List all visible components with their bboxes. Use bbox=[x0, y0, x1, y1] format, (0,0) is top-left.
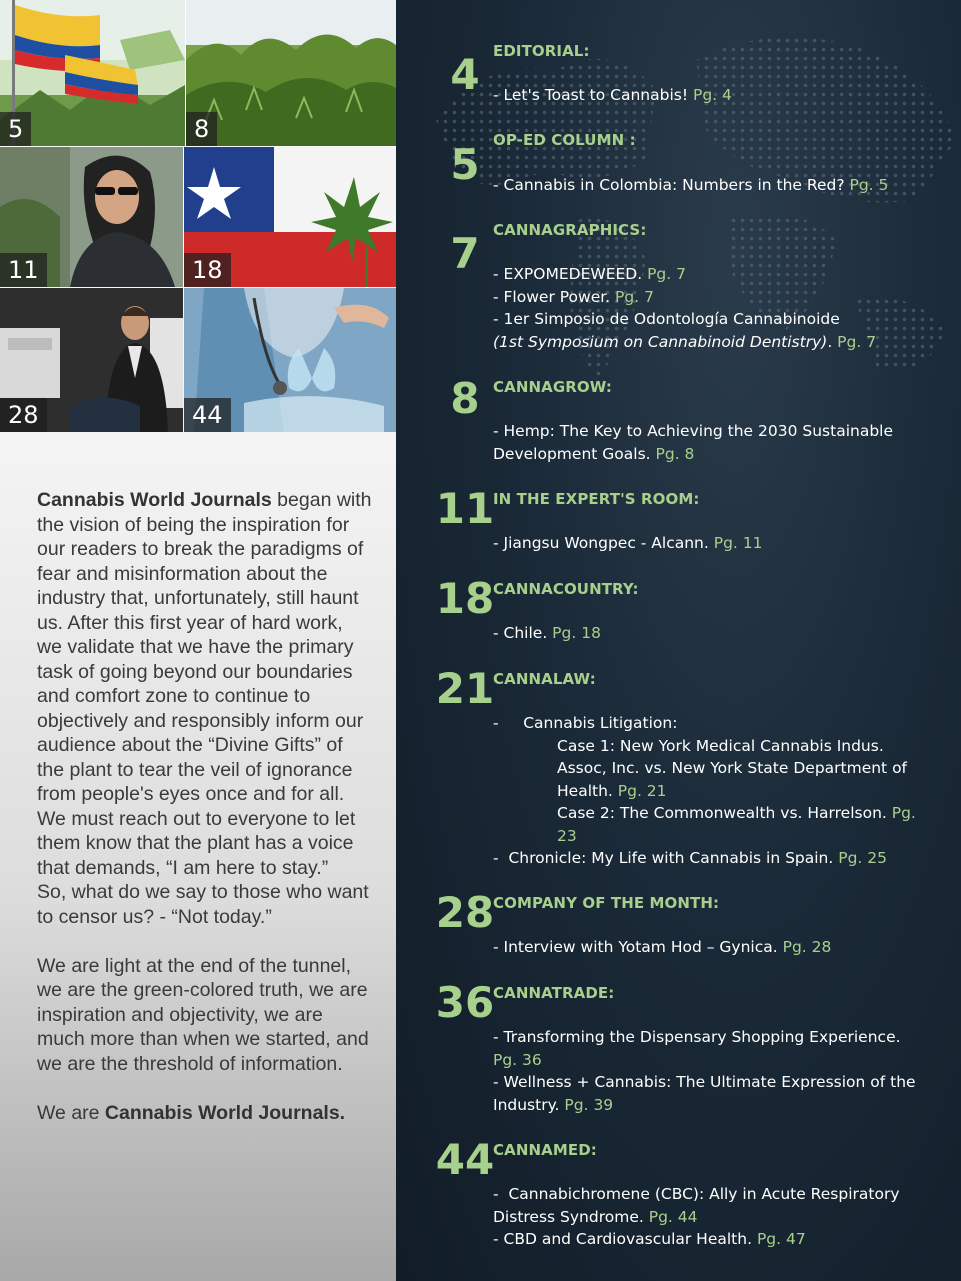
toc-entry-title: - Transforming the Dispensary Shopping Experience. bbox=[493, 1028, 901, 1046]
toc-heading: CANNACOUNTRY: bbox=[493, 580, 639, 598]
toc-entry[interactable] bbox=[493, 712, 923, 735]
toc-entry-page: Pg. 25 bbox=[838, 849, 887, 867]
toc-entry[interactable] bbox=[493, 936, 923, 959]
toc-heading: CANNATRADE: bbox=[493, 984, 615, 1002]
toc-entry-page: Pg. 7 bbox=[615, 287, 654, 306]
intro-closing-brand: Cannabis World Journals. bbox=[104, 1101, 346, 1124]
toc-entry-page: Pg. 11 bbox=[713, 534, 763, 552]
hemp-field-image bbox=[186, 0, 396, 146]
toc-entry[interactable] bbox=[493, 847, 923, 870]
toc-page-number: 8 bbox=[450, 374, 480, 423]
toc-entry-title: - Interview with Yotam Hod – Gynica. bbox=[493, 938, 783, 956]
toc-entry[interactable] bbox=[493, 286, 923, 309]
intro-closing-pre: We are bbox=[37, 1101, 105, 1124]
toc-entry[interactable] bbox=[493, 622, 923, 645]
toc-entry-page: Pg. 23 bbox=[557, 804, 916, 845]
toc-entries bbox=[493, 532, 923, 555]
toc-entry-title: - Let's Toast to Cannabis! bbox=[493, 86, 693, 104]
toc-entries bbox=[493, 84, 923, 107]
photo-grid bbox=[0, 0, 396, 432]
toc-entry-title: - Wellness + Cannabis: The Ultimate Expression of the Industry. bbox=[493, 1073, 916, 1114]
toc-entry-title: - CBD and Cardiovascular Health. bbox=[493, 1230, 757, 1248]
toc-entry[interactable] bbox=[493, 174, 923, 197]
toc-heading: COMPANY OF THE MONTH: bbox=[493, 894, 720, 912]
toc-heading: CANNAGRAPHICS: bbox=[493, 221, 647, 239]
table-of-contents-panel bbox=[396, 0, 961, 1281]
toc-entries bbox=[493, 263, 923, 353]
toc-heading: IN THE EXPERT'S ROOM: bbox=[493, 490, 700, 508]
photo-page-number: 5 bbox=[0, 112, 31, 146]
toc-entry-title: - Flower Power. bbox=[493, 287, 616, 306]
photo-page-number: 44 bbox=[184, 398, 231, 432]
toc-entry[interactable] bbox=[493, 263, 923, 286]
toc-entry-title: Case 1: New York Medical Cannabis Indus. Assoc, Inc. vs. New York State Department of Health. bbox=[557, 736, 908, 800]
intro-paragraph-3: We are light at the end of the tunnel, we are the green-colored truth, we are inspiration and objectivity, we are much more than when we started, and we are the threshold of information. bbox=[37, 954, 369, 1075]
toc-entry-translation: (1st Symposium on Cannabinoid Dentistry) bbox=[493, 332, 828, 351]
toc-entry-title: - 1er Simposio de Odontología Cannabinoide bbox=[493, 310, 840, 328]
toc-heading: CANNAGROW: bbox=[493, 378, 613, 396]
toc-entry-page: Pg. 7 bbox=[647, 265, 686, 283]
brand-name-bold: Cannabis World Journals bbox=[37, 489, 272, 511]
toc-page-number: 11 bbox=[435, 484, 495, 533]
photo-expert-portrait[interactable] bbox=[0, 147, 183, 287]
toc-entry-title: - Cannabis Litigation: bbox=[493, 714, 678, 732]
photo-page-number: 11 bbox=[0, 253, 47, 287]
toc-subentry[interactable] bbox=[493, 735, 923, 803]
toc-entries bbox=[493, 174, 923, 197]
toc-page-number: 28 bbox=[435, 888, 495, 937]
toc-entry[interactable] bbox=[493, 532, 923, 555]
intro-text bbox=[37, 488, 372, 1125]
toc-entry-separator: . bbox=[827, 332, 838, 351]
toc-entry[interactable] bbox=[493, 1026, 923, 1071]
toc-entry-title: - Cannabichromene (CBC): Ally in Acute Respiratory Distress Syndrome. bbox=[493, 1185, 905, 1226]
toc-entry-continued[interactable] bbox=[493, 331, 923, 354]
photo-colombia-flag[interactable] bbox=[0, 0, 185, 146]
toc-entry[interactable] bbox=[493, 308, 923, 331]
toc-entry-title: - Hemp: The Key to Achieving the 2030 Sustainable Development Goals. bbox=[493, 422, 894, 463]
toc-entry-title: - Jiangsu Wongpec - Alcann. bbox=[493, 534, 714, 552]
toc-entry-page: Pg. 18 bbox=[552, 624, 601, 642]
toc-heading: EDITORIAL: bbox=[493, 42, 590, 60]
toc-entries bbox=[493, 712, 923, 870]
toc-entry-page: Pg. 4 bbox=[692, 86, 732, 104]
toc-entries bbox=[493, 420, 923, 465]
toc-entries bbox=[493, 1026, 923, 1116]
intro-paragraph-2: So, what do we say to those who want to censor us? - “Not today.” bbox=[37, 881, 369, 928]
toc-entry-page: Pg. 7 bbox=[837, 332, 877, 351]
toc-entry[interactable] bbox=[493, 1228, 923, 1251]
toc-entry[interactable] bbox=[493, 84, 923, 107]
toc-entry-title: Case 2: The Commonwealth vs. Harrelson. bbox=[557, 804, 892, 822]
toc-page-number: 4 bbox=[450, 50, 480, 99]
photo-chile-flag[interactable] bbox=[184, 147, 396, 287]
toc-entry-page: Pg. 8 bbox=[655, 444, 695, 463]
photo-page-number: 8 bbox=[186, 112, 217, 146]
toc-subentry[interactable] bbox=[493, 802, 923, 847]
toc-entry-page: Pg. 36 bbox=[493, 1050, 542, 1069]
toc-entry-page: Pg. 39 bbox=[564, 1095, 614, 1114]
toc-entry-page: Pg. 47 bbox=[756, 1230, 806, 1248]
toc-page-number: 36 bbox=[435, 978, 495, 1027]
toc-entry-title: - EXPOMEDEWEED. bbox=[493, 265, 648, 283]
toc-entry[interactable] bbox=[493, 420, 923, 465]
photo-hemp-field[interactable] bbox=[186, 0, 396, 146]
toc-page-number: 18 bbox=[435, 574, 495, 623]
toc-heading: OP-ED COLUMN : bbox=[493, 131, 636, 149]
intro-paragraph-1-text: began with the vision of being the inspiration for our readers to break the paradigms of fear and misinformation about the industry that, unfortunately, still haunt us. After this first year of hard work, we validate that we have the primary task of going beyond our boundaries and comfort zone to continue to objectively and responsibly inform our audience about the “Divine Gifts” of the plant to tear the veil of ignorance from people's eyes once and for all. We must reach out to everyone to let them know that the plant has a voice that demands, “I am here to stay.” bbox=[37, 489, 372, 879]
toc-page-number: 44 bbox=[435, 1135, 495, 1184]
intro-paragraph-1 bbox=[37, 488, 372, 880]
photo-company-portrait[interactable] bbox=[0, 288, 183, 432]
toc-entry-title: - Chile. bbox=[493, 624, 553, 642]
toc-entry-page: Pg. 44 bbox=[648, 1207, 698, 1226]
toc-entry-page: Pg. 21 bbox=[617, 781, 667, 800]
left-panel bbox=[0, 0, 396, 1281]
toc-heading: CANNALAW: bbox=[493, 670, 596, 688]
toc-entry[interactable] bbox=[493, 1183, 923, 1228]
photo-page-number: 18 bbox=[184, 253, 231, 287]
intro-paragraph-4 bbox=[37, 1101, 372, 1126]
toc-entries bbox=[493, 622, 923, 645]
toc-entries bbox=[493, 1183, 923, 1251]
toc-entry-title: - Cannabis in Colombia: Numbers in the Red? bbox=[493, 176, 850, 194]
toc-entry-title: - Chronicle: My Life with Cannabis in Spain. bbox=[493, 849, 839, 867]
toc-page-number: 7 bbox=[450, 229, 480, 278]
toc-entry-page: Pg. 5 bbox=[849, 176, 889, 194]
toc-page-number: 5 bbox=[450, 140, 480, 189]
toc-entry[interactable] bbox=[493, 1071, 923, 1116]
toc-entry-page: Pg. 28 bbox=[782, 938, 832, 956]
photo-page-number: 28 bbox=[0, 398, 47, 432]
toc-entries bbox=[493, 936, 923, 959]
photo-doctor[interactable] bbox=[184, 288, 396, 432]
toc-heading: CANNAMED: bbox=[493, 1141, 597, 1159]
toc-page-number: 21 bbox=[435, 664, 495, 713]
